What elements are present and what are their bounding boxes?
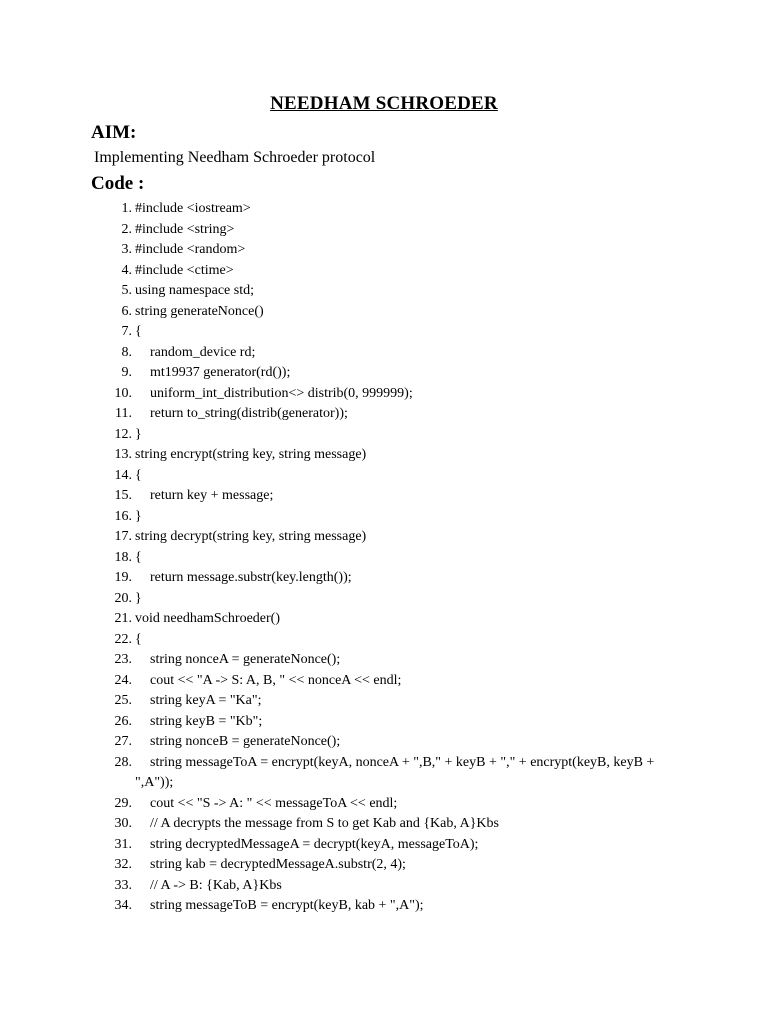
line-number: 14. <box>114 467 132 483</box>
line-number: 33. <box>114 877 132 893</box>
code-text: { <box>135 467 142 483</box>
line-number: 15. <box>114 488 132 503</box>
code-text: return key + message; <box>150 488 274 503</box>
code-text: string decryptedMessageA = decrypt(keyA, messageToA); <box>150 836 479 852</box>
code-line <box>0 568 768 589</box>
code-text: // A decrypts the message from S to get Kab and {Kab, A}Kbs <box>150 816 499 831</box>
line-number: 7. <box>121 324 132 339</box>
code-text: mt19937 generator(rd()); <box>150 365 291 380</box>
code-line <box>0 630 768 651</box>
line-number: 31. <box>114 836 132 852</box>
line-number: 9. <box>121 365 132 380</box>
code-text: string kab = decryptedMessageA.substr(2, 4); <box>150 857 406 872</box>
line-number: 30. <box>114 816 132 831</box>
line-number: 28. <box>114 754 132 770</box>
line-number: 32. <box>114 857 132 872</box>
code-line <box>0 732 768 753</box>
code-line <box>0 753 768 794</box>
code-line <box>0 404 768 425</box>
code-text: string generateNonce() <box>135 303 264 319</box>
code-text: } <box>135 508 142 524</box>
code-text: string keyA = "Ka"; <box>150 693 262 708</box>
code-line <box>0 281 768 302</box>
code-line <box>0 814 768 835</box>
code-line <box>0 486 768 507</box>
line-number: 17. <box>114 529 132 544</box>
code-line <box>0 691 768 712</box>
code-line <box>0 363 768 384</box>
code-text: { <box>135 631 142 647</box>
code-listing <box>0 199 768 917</box>
code-heading: Code : <box>91 173 145 194</box>
code-text: string decrypt(string key, string message) <box>135 529 367 544</box>
code-line <box>0 589 768 610</box>
code-line <box>0 425 768 446</box>
code-line <box>0 302 768 323</box>
aim-text: Implementing Needham Schroeder protocol <box>94 149 376 166</box>
line-number: 21. <box>114 611 132 626</box>
line-number: 22. <box>114 631 132 647</box>
line-number: 24. <box>114 672 132 688</box>
line-number: 18. <box>114 549 132 565</box>
line-number: 34. <box>114 898 132 913</box>
code-text: using namespace std; <box>135 283 254 298</box>
aim-heading: AIM: <box>91 122 137 143</box>
code-text: { <box>135 549 142 565</box>
line-number: 6. <box>121 303 132 319</box>
document-title: NEEDHAM SCHROEDER <box>270 93 498 114</box>
code-line <box>0 220 768 241</box>
code-line <box>0 855 768 876</box>
code-line <box>0 650 768 671</box>
code-text: #include <iostream> <box>135 201 251 216</box>
code-text: string encrypt(string key, string message) <box>135 447 367 462</box>
line-number: 25. <box>114 693 132 708</box>
code-text: string keyB = "Kb"; <box>150 713 263 729</box>
code-line <box>0 507 768 528</box>
line-number: 10. <box>114 385 132 401</box>
code-line <box>0 712 768 733</box>
line-number: 26. <box>114 713 132 729</box>
code-line <box>0 876 768 897</box>
line-number: 16. <box>114 508 132 524</box>
code-line <box>0 384 768 405</box>
code-line <box>0 466 768 487</box>
line-number: 29. <box>114 795 132 811</box>
line-number: 3. <box>121 242 132 257</box>
code-text: cout << "A -> S: A, B, " << nonceA << endl; <box>150 672 402 688</box>
code-text: #include <random> <box>135 242 246 257</box>
code-text: { <box>135 324 142 339</box>
code-text: } <box>135 426 142 442</box>
line-number: 8. <box>121 344 132 360</box>
code-line <box>0 609 768 630</box>
code-text: return to_string(distrib(generator)); <box>150 406 348 421</box>
line-number: 12. <box>114 426 132 442</box>
code-text: return message.substr(key.length()); <box>150 570 352 585</box>
code-line <box>0 671 768 692</box>
code-text: cout << "S -> A: " << messageToA << endl; <box>150 795 398 811</box>
code-line <box>0 835 768 856</box>
code-line <box>0 343 768 364</box>
line-number: 5. <box>121 283 132 298</box>
line-number: 2. <box>121 221 132 237</box>
code-text: random_device rd; <box>150 344 256 360</box>
code-text: uniform_int_distribution<> distrib(0, 999999); <box>150 385 413 401</box>
line-number: 1. <box>121 201 132 216</box>
line-number: 11. <box>115 406 132 421</box>
code-text: string nonceA = generateNonce(); <box>150 652 341 667</box>
code-text: string messageToA = encrypt(keyA, nonceA + ",B," + keyB + "," + encrypt(keyB, keyB + ",A")); <box>135 754 658 790</box>
code-line <box>0 322 768 343</box>
line-number: 13. <box>114 447 132 462</box>
code-text: // A -> B: {Kab, A}Kbs <box>150 877 282 893</box>
code-line <box>0 199 768 220</box>
code-text: string nonceB = generateNonce(); <box>150 734 341 749</box>
line-number: 23. <box>114 652 132 667</box>
code-line <box>0 240 768 261</box>
code-text: string messageToB = encrypt(keyB, kab + ",A"); <box>150 898 424 913</box>
line-number: 20. <box>114 590 132 606</box>
code-text: void needhamSchroeder() <box>135 611 280 626</box>
code-text: #include <ctime> <box>135 262 234 278</box>
line-number: 27. <box>114 734 132 749</box>
code-text: #include <string> <box>135 221 235 237</box>
line-number: 4. <box>121 262 132 278</box>
code-line <box>0 261 768 282</box>
code-line <box>0 527 768 548</box>
code-text: } <box>135 590 142 606</box>
code-line <box>0 896 768 917</box>
line-number: 19. <box>114 570 132 585</box>
code-line <box>0 445 768 466</box>
code-line <box>0 794 768 815</box>
code-line <box>0 548 768 569</box>
